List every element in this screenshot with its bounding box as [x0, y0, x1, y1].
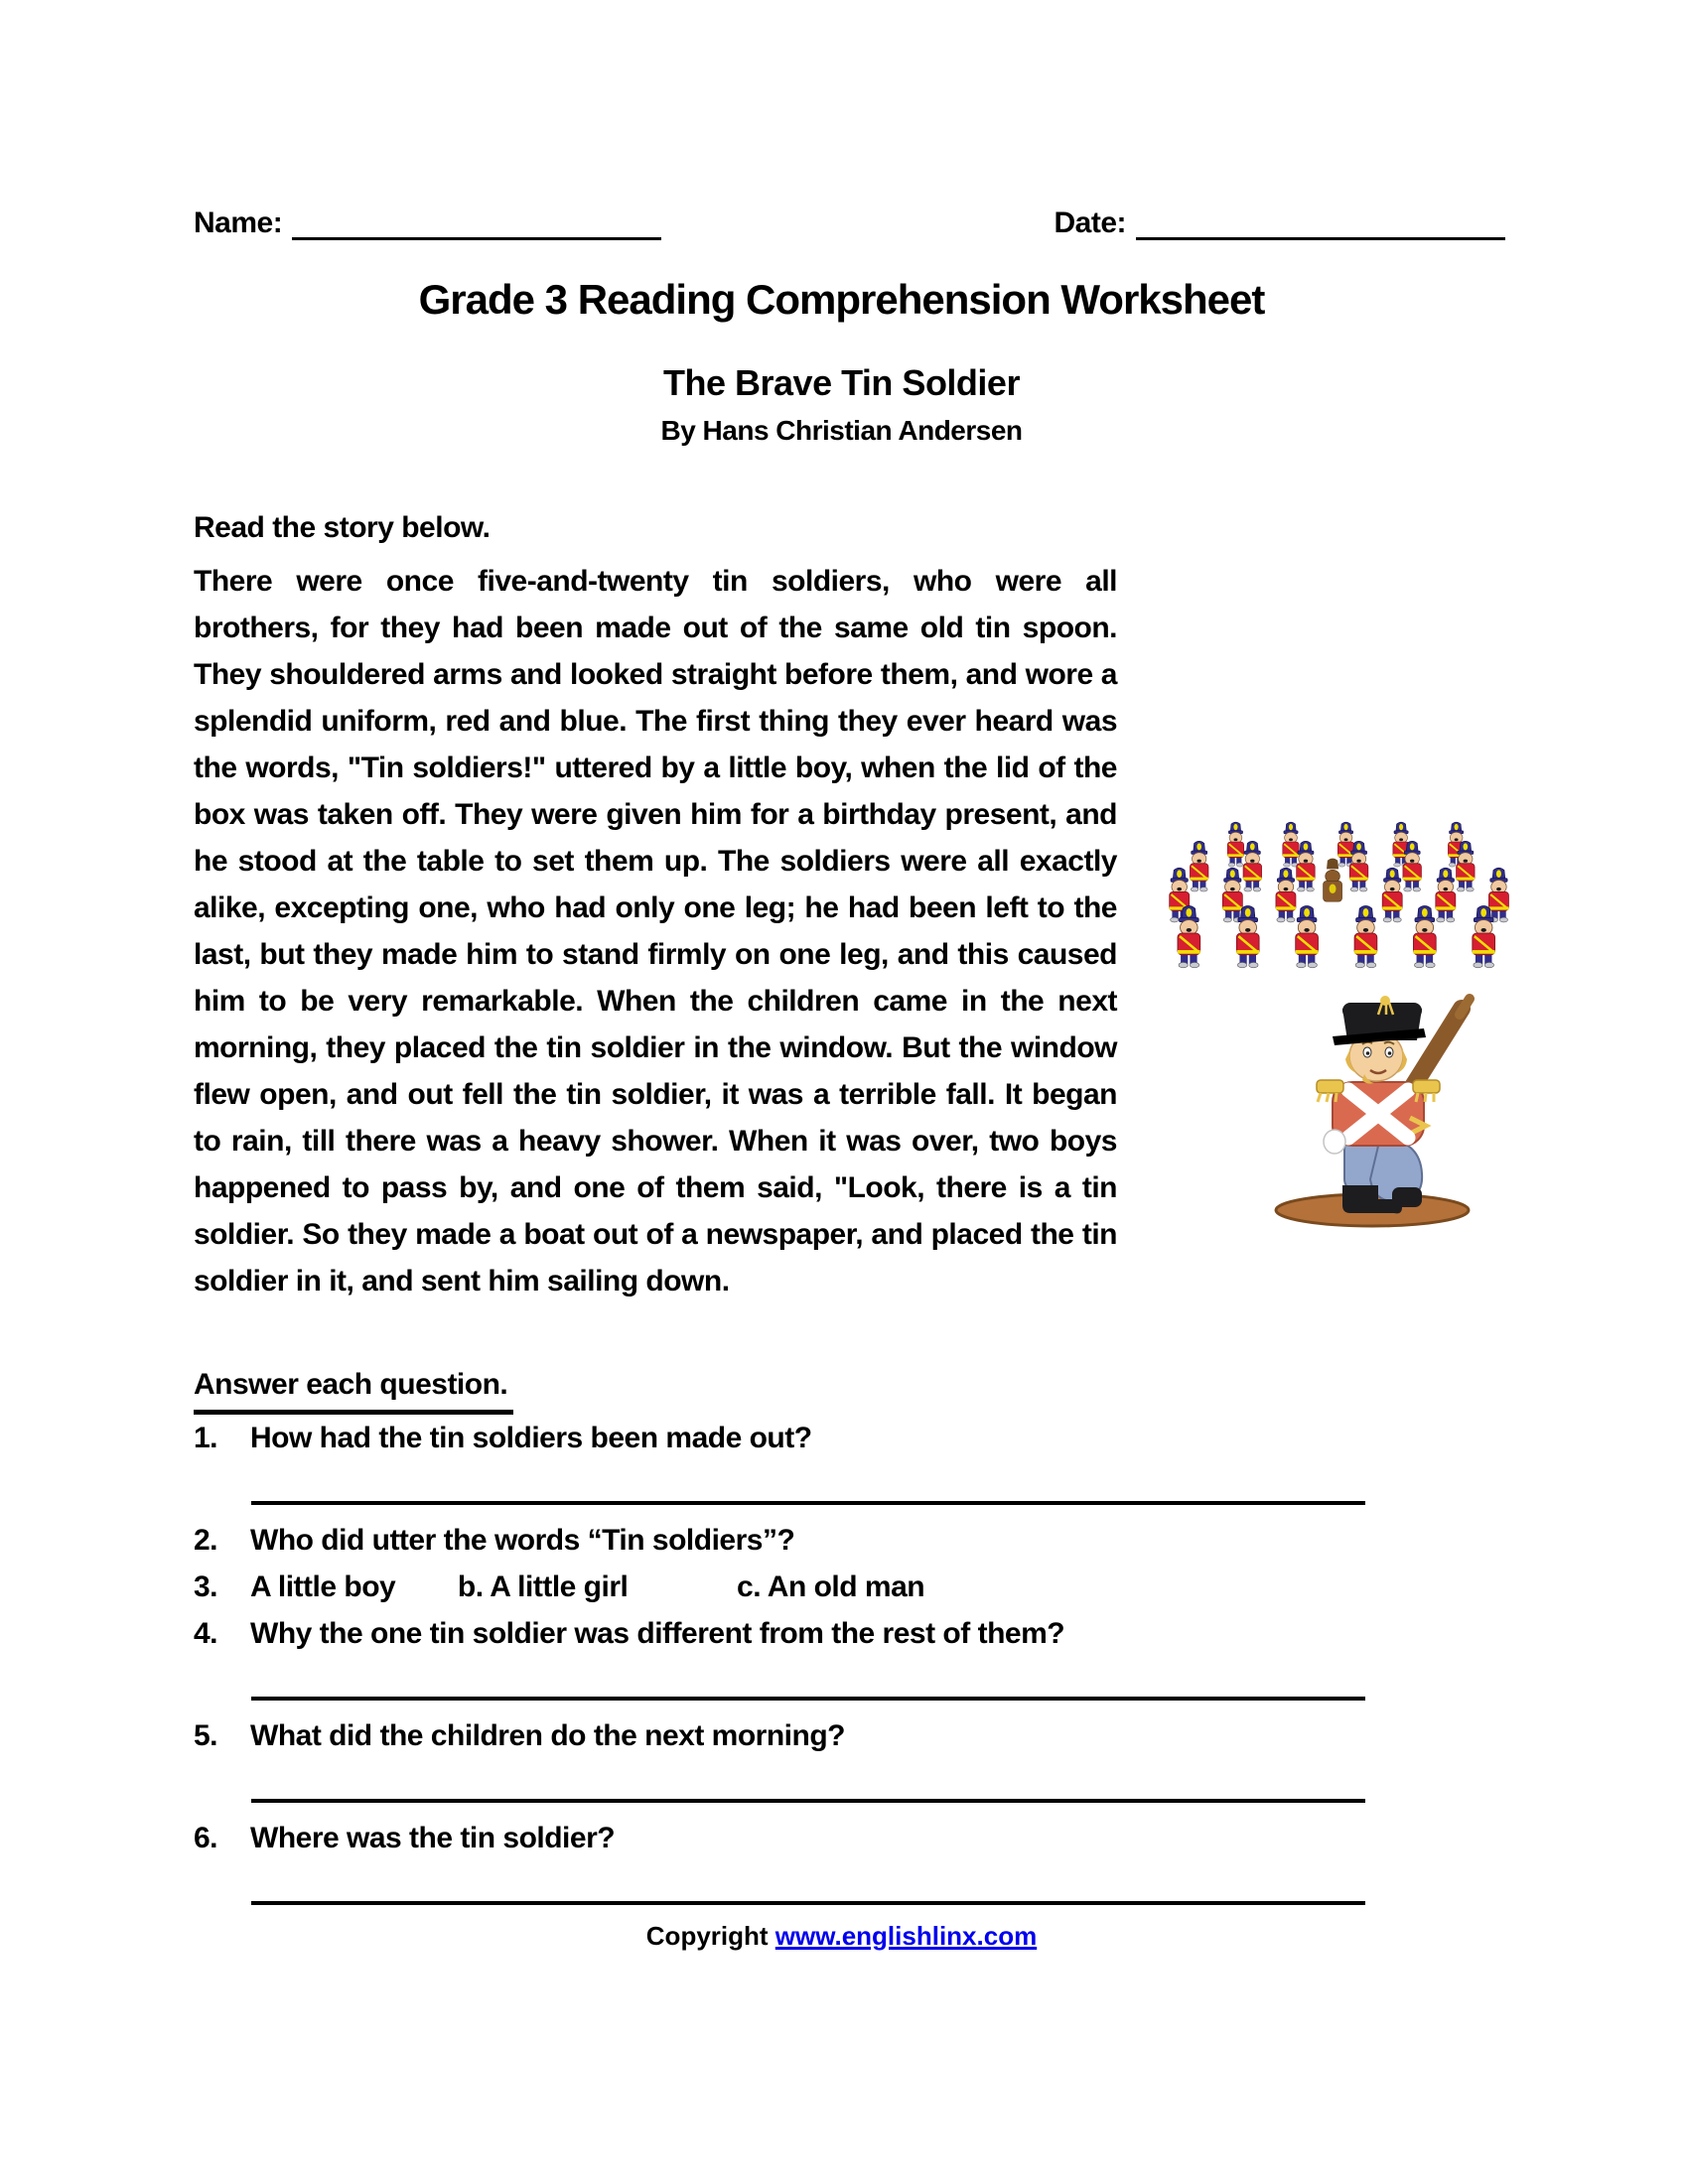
- date-label: Date:: [1054, 206, 1126, 239]
- question-text: What did the children do the next morning?: [250, 1719, 845, 1752]
- story-text: There were once five-and-twenty tin soldiers, who were all brothers, for they had been made out of the same old tin spoon. They shouldered arms and looked straight before them, and wore a splendid uniform, red and blue. The first thing they ever heard was the words, "Tin soldiers!" uttered by a little boy, when the lid of the box was taken off. They were given him for a birthday present, and he stood at the table to set them up. The soldiers were all exactly alike, excepting one, who had only one leg; he had been left to the last, but they made him to stand firmly on one leg, and this caused him to be very remarkable. When the children came in the next morning, they placed the tin soldier in the window. But the window flew open, and out fell the tin soldier, it was a terrible fall. It began to rain, till there was a heavy shower. When it was over, two boys happened to pass by, and one of them said, "Look, there is a tin soldier. So they made a boat out of a newspaper, and placed the tin soldier in it, and sent him sailing down.: [194, 565, 1117, 1297]
- question-number: 5.: [194, 1719, 218, 1752]
- question-text: Where was the tin soldier?: [250, 1822, 616, 1854]
- question-row: [194, 1815, 1489, 1861]
- name-date-row: [194, 0, 1489, 240]
- answer-instruction: Answer each question.: [194, 1361, 513, 1415]
- answer-blank-line: [251, 1861, 1365, 1905]
- question-row: [194, 1610, 1489, 1657]
- question-text: How had the tin soldiers been made out?: [250, 1422, 812, 1454]
- question-number: 2.: [194, 1524, 218, 1557]
- story-title: The Brave Tin Soldier: [663, 362, 1020, 403]
- date-blank-line: [1136, 207, 1505, 240]
- date-field: [1054, 206, 1505, 240]
- copyright-label: Copyright: [645, 1921, 775, 1951]
- question-number: 4.: [194, 1617, 218, 1650]
- question-text: A little boy b. A little girl c. An old man: [250, 1570, 925, 1603]
- question-text: Who did utter the words “Tin soldiers”?: [250, 1524, 795, 1557]
- tin-soldiers-group-image: [1149, 818, 1546, 975]
- name-field: [194, 206, 661, 240]
- question-row: [194, 1712, 1489, 1759]
- question-row: [194, 1517, 1489, 1564]
- questions-list: [194, 1415, 1489, 1905]
- answer-blank-line: [251, 1657, 1365, 1701]
- question-number: 1.: [194, 1422, 218, 1454]
- question-row: [194, 1415, 1489, 1461]
- englishlinx-link[interactable]: www.englishlinx.com: [774, 1921, 1038, 1951]
- read-instruction: Read the story below.: [194, 511, 491, 544]
- tin-soldier-image: [1273, 991, 1496, 1229]
- answer-heading-row: [194, 1361, 1489, 1415]
- name-label: Name:: [194, 206, 283, 239]
- question-text: Why the one tin soldier was different from the rest of them?: [250, 1617, 1065, 1650]
- footer: [194, 1919, 1489, 1953]
- story-paragraph: [194, 558, 1489, 1304]
- question-number: 3.: [194, 1570, 218, 1603]
- question-number: 6.: [194, 1822, 218, 1854]
- question-row: [194, 1564, 1489, 1610]
- story-byline: By Hans Christian Andersen: [660, 415, 1023, 446]
- answer-blank-line: [251, 1759, 1365, 1803]
- name-blank-line: [292, 207, 661, 240]
- page-title: Grade 3 Reading Comprehension Worksheet: [418, 276, 1265, 323]
- story-figures: [1139, 794, 1546, 1255]
- answer-blank-line: [251, 1461, 1365, 1505]
